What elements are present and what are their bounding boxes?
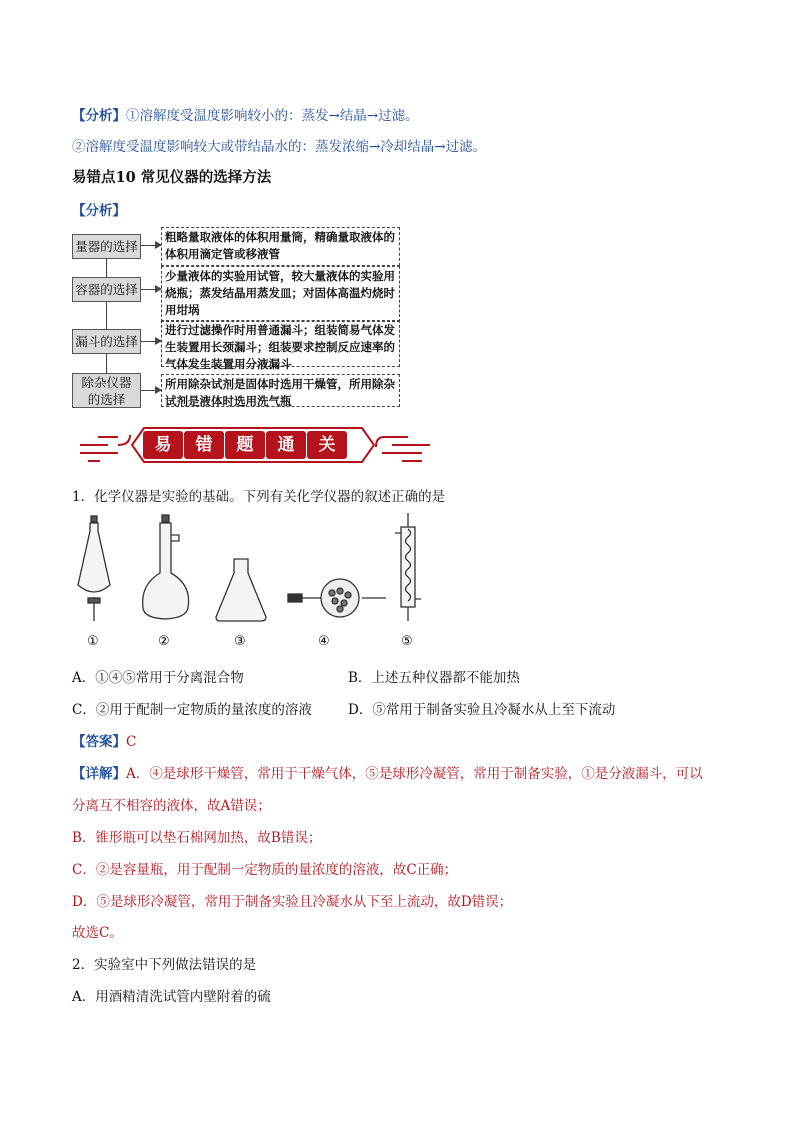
analysis-tag: 【分析】 [72, 108, 126, 124]
apparatus-figure [70, 513, 430, 653]
figure-label-5: ⑤ [401, 634, 413, 649]
diagram-desc-impurity: 所用除杂试剂是固体时选用干燥管，所用除杂试剂是液体时选用洗气瓶 [161, 374, 400, 407]
ball-condenser-icon [395, 513, 421, 621]
analysis-label: 【分析】 [72, 203, 126, 219]
figure-label-4: ④ [318, 634, 330, 649]
diagram-desc-container: 少量液体的实验用试管，较大量液体的实验用烧瓶；蒸发结晶用蒸发皿；对固体高温灼烧时用坩埚 [161, 266, 400, 322]
diagram-label-measure: 量器的选择 [72, 234, 141, 259]
diagram-desc-measure: 粗略量取液体的体积用量筒，精确量取液体的体积用滴定管或移液管 [161, 227, 400, 266]
banner-ornament-right [372, 425, 432, 467]
detail-b: B．锥形瓶可以垫石棉网加热，故B错误； [72, 830, 322, 846]
detail-d: D．⑤是球形冷凝管，常用于制备实验且冷凝水从下至上流动，故D错误； [72, 894, 513, 910]
option-b: B．上述五种仪器都不能加热 [348, 670, 520, 686]
drying-tube-icon [288, 579, 386, 617]
detail-text-1: A．④是球形干燥管，常用于干燥气体，⑤是球形冷凝管，常用于制备实验，①是分液漏斗，可以 [126, 766, 703, 782]
detail-c: C．②是容量瓶，用于配制一定物质的量浓度的溶液，故C正确； [72, 862, 458, 878]
arrow-icon [141, 289, 161, 290]
diagram-desc-funnel: 进行过滤操作时用普通漏斗；组装简易气体发生装置用长颈漏斗；组装要求控制反应速率的气体发生装置用分液漏斗 [161, 320, 400, 367]
banner-char-1: 易 [143, 431, 183, 459]
detail-tag: 【详解】 [72, 766, 126, 782]
figure-label-2: ② [158, 634, 170, 649]
answer-value: C [126, 734, 137, 750]
arrow-icon [141, 390, 161, 391]
banner-char-5: 关 [307, 431, 347, 459]
banner-char-4: 通 [266, 431, 306, 459]
analysis-text-1: ①溶解度受温度影响较小的：蒸发→结晶→过滤。 [126, 108, 419, 124]
answer-line [72, 730, 136, 750]
section-title: 易错点10 常见仪器的选择方法 [72, 169, 272, 186]
banner-char-2: 错 [184, 431, 224, 459]
separatory-funnel-icon [78, 516, 110, 621]
figure-label-3: ③ [234, 634, 246, 649]
diagram-label-impurity: 除杂仪器的选择 [72, 373, 141, 408]
figure-label-1: ① [87, 634, 99, 649]
diagram-label-funnel: 漏斗的选择 [72, 329, 141, 354]
detail-line-2: 分离互不相容的液体，故A错误； [72, 798, 271, 814]
question-1-stem: 1．化学仪器是实验的基础。下列有关化学仪器的叙述正确的是 [72, 489, 446, 505]
conical-flask-icon [216, 559, 266, 621]
analysis-line-1 [72, 104, 419, 124]
answer-tag: 【答案】 [72, 734, 126, 750]
detail-line-1 [72, 762, 703, 782]
option-c: C．②用于配制一定物质的量浓度的溶液 [72, 702, 312, 718]
question-2-stem: 2．实验室中下列做法错误的是 [72, 957, 257, 973]
conclusion: 故选C。 [72, 925, 123, 941]
option-d: D．⑤常用于制备实验且冷凝水从上至下流动 [348, 702, 616, 718]
option-a: A．①④⑤常用于分离混合物 [72, 670, 244, 686]
banner-char-3: 题 [225, 431, 265, 459]
question-2-option-a: A．用酒精清洗试管内壁附着的硫 [72, 989, 271, 1005]
arrow-icon [141, 245, 161, 246]
analysis-line-2: ②溶解度受温度影响较大或带结晶水的：蒸发浓缩→冷却结晶→过滤。 [72, 139, 487, 155]
arrow-icon [141, 341, 161, 342]
connector-line [106, 246, 107, 381]
diagram-label-container: 容器的选择 [72, 277, 141, 302]
volumetric-flask-icon [143, 515, 189, 619]
